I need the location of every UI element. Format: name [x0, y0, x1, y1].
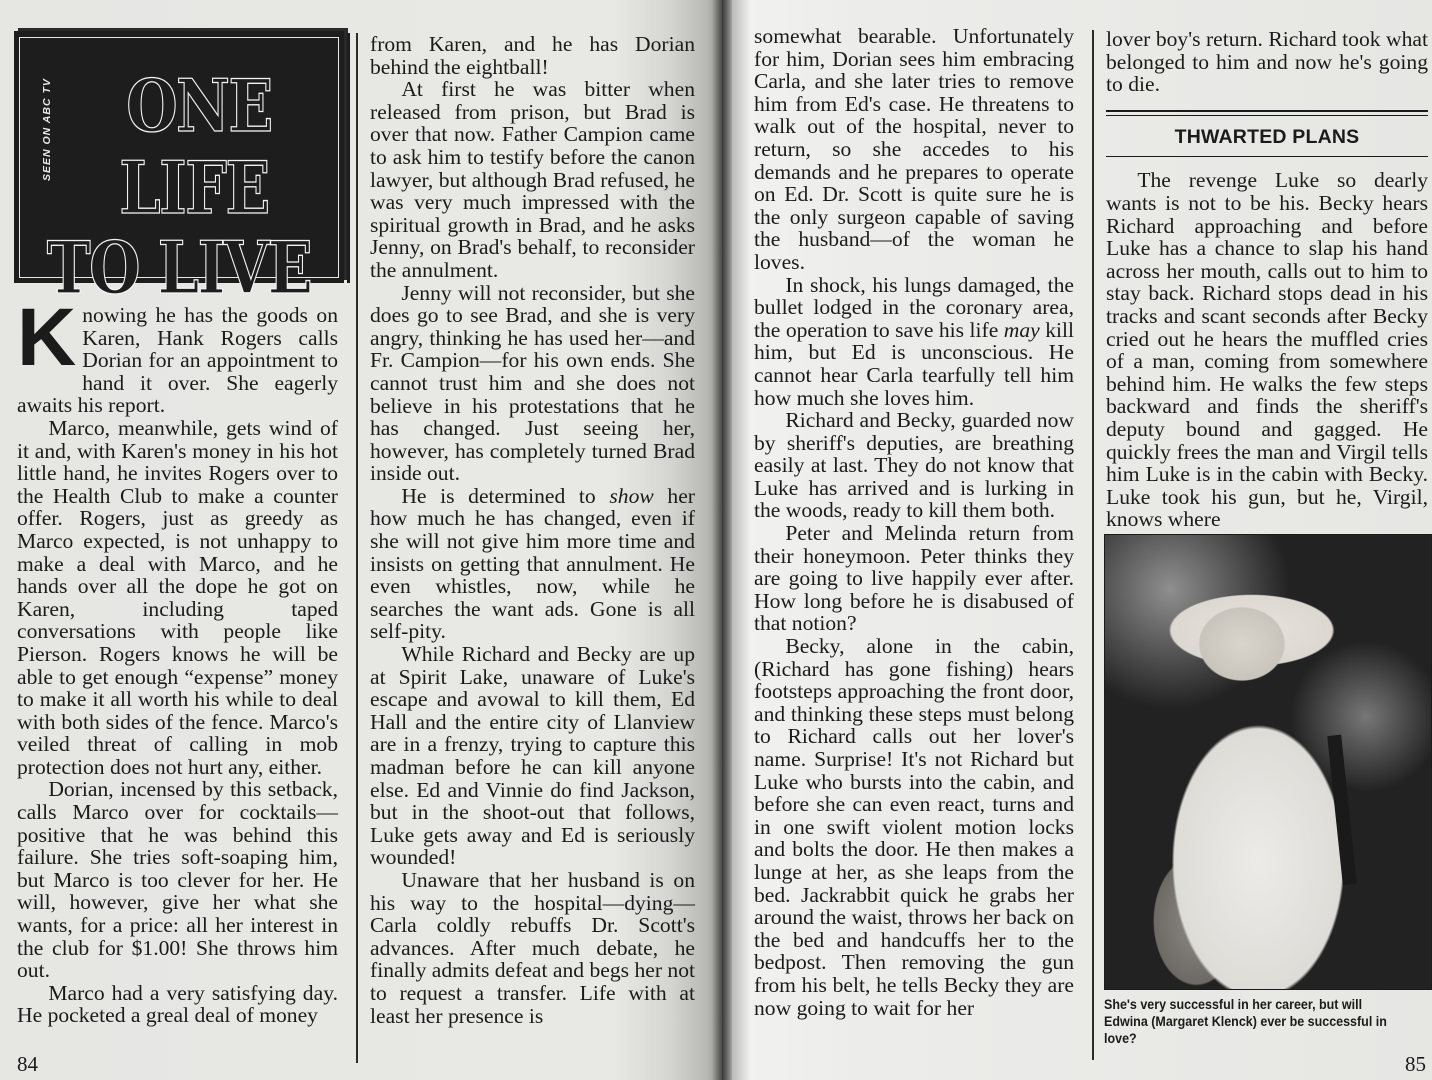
article-column-4 [1106, 28, 1428, 531]
paragraph: from Karen, and he has Dorian behind the eightball! [370, 32, 695, 79]
bag-strap [1327, 735, 1357, 886]
photo-woman-in-sun-hat [1104, 534, 1432, 990]
paragraph: Marco had a very satisfying day. He pocketed a greal deal of money [17, 980, 338, 1028]
seen-on-label: SEEN ON ABC TV [41, 78, 53, 181]
paragraph: Richard and Becky, guarded now by sheriff's deputies, are breathing easily at last. They do not know that Luke has arrived and is lurking in the woods, ready to kill them both. [754, 408, 1074, 523]
logo-title-line-3: TO LIVE [46, 225, 312, 310]
paragraph-text: nowing he has the goods on Karen, Hank Rogers calls Dorian for an appointment to hand it over. She eagerly awaits his report. [17, 303, 338, 418]
paragraph: Marco, meanwhile, gets wind of it and, with Karen's money in his hot little hand, he invites Rogers over to the Health Club to make a counter offer. Rogers, just as greedy as Marco expected, is not unhappy to make a deal with Marco, and he hands over all the dope he got on Karen, including taped conversations with people like Pierson. Rogers knows he will be able to get enough “expense” money to make it all worth his while to deal with both sides of the fence. Marco's veiled threat of calling in mob protection does not hurt any, either. [17, 415, 338, 779]
photo-caption: She's very successful in her career, but will Edwina (Margaret Klenck) ever be successful in love? [1104, 997, 1387, 1046]
paragraph [370, 485, 695, 643]
section-heading: THWARTED PLANS [1106, 116, 1428, 158]
paragraph [754, 274, 1074, 410]
paragraph: The revenge Luke so dearly wants is not to be his. Becky hears Richard approaching and before Luke has a chance to slap his hand across her mouth, calls out to him to stay back. Richard stops dead in his tracks and scant seconds after Becky cried out he hears the muffled cries of a man, coming from somewhere behind him. He walks the few steps backward and finds the sheriff's deputy bound and gagged. He quickly frees the man and Virgil tells him Luke is in the cabin with Becky. Luke took his gun, but he, Virgil, knows where [1106, 168, 1428, 532]
section-head-rules [1106, 110, 1428, 158]
paragraph: lover boy's return. Richard took what belonged to him and now he's going to die. [1106, 27, 1428, 97]
paragraph: somewhat bearable. Unfortunately for him, Dorian sees him embracing Carla, and she later tries to remove him from Ed's case. He threatens to walk out of the hospital, never to return, so she accedes to his demands and he prepares to operate on Ed. Dr. Scott is quite sure he is the only surgeon capable of saving the husband—of the woman he loves. [754, 24, 1074, 274]
paragraph-text: her how much he has changed, even if she will not give him more time and insists on getting that annulment. He even whistles, now, while he searches the want ads. Gone is all self-pity. [370, 483, 695, 644]
book-gutter [712, 0, 732, 1080]
emphasis-text: show [609, 483, 654, 508]
paragraph: Becky, alone in the cabin, (Richard has gone fishing) hears footsteps approaching the front door, and thinking these steps must belong to Richard calls out her lover's name. Surprise! It's not Richard but Luke who bursts into the cabin, and before she can even react, turns and in one swift violent motion locks and bolts the door. He then makes a lunge at her, as she leaps from the bed. Jackrabbit quick he grabs her around the waist, throws her back on the bed and handcuffs her to the bedpost. Then removing the gun from his belt, he tells Becky they are now going to wait for her [754, 634, 1074, 1020]
article-column-1 [17, 292, 338, 1028]
paragraph-text: kill him, but Ed is unconscious. He cannot hear Carla tearfully tell him how much she loves him. [754, 317, 1074, 410]
paragraph: Peter and Melinda return from their honeymoon. Peter thinks they are going to live happily ever after. How long before he is disabused of that notion? [754, 521, 1074, 636]
drop-cap: K [17, 292, 77, 383]
paragraph: Dorian, incensed by this setback, calls Marco over for cocktails—positive that he was behind this failure. She tries soft-soaping him, but Marco is too clever for her. He will, however, give her what she wants, for a price: all her interest in the club for $1.00! She throws him out. [17, 777, 338, 983]
emphasis-text: may [1003, 317, 1040, 342]
paragraph-text: He is determined to [401, 483, 610, 508]
paragraph: Unaware that her husband is on his way to the hospital—dying—Carla coldly rebuffs Dr. Scott's advances. After much debate, he finally admits defeat and begs her not to request a transfer. Life with at least her presence is [370, 867, 696, 1028]
paragraph: At first he was bitter when released from prison, but Brad is over that now. Father Campion came to ask him to testify before the canon lawyer, but although Brad refused, he was very much impressed with the spiritual growth in Brad, and he asks Jenny, on Brad's behalf, to reconsider the annulment. [370, 77, 695, 282]
page-number: 84 [17, 1052, 38, 1076]
page-number: 85 [1405, 1052, 1426, 1076]
article-column-3 [754, 25, 1074, 1019]
logo-side-rule [347, 33, 350, 283]
column-rule [356, 33, 358, 1063]
show-logo [14, 31, 344, 310]
paragraph: While Richard and Becky are up at Spirit Lake, unaware of Luke's escape and avowal to kill them, Ed Hall and the entire city of Llanview are in a frenzy, trying to capture this madman before he can kill anyone else. Ed and Vinnie do find Jackson, but in the shoot-out that follows, Luke gets away and Ed is seriously wounded! [370, 642, 695, 870]
logo-title-line-1: ONE [126, 63, 272, 148]
logo-title-line-2: LIFE [119, 145, 269, 230]
column-rule [1092, 30, 1094, 1060]
article-column-2 [370, 33, 695, 1027]
paragraph: Jenny will not reconsider, but she does go to see Brad, and she is very angry, thinking he has used her—and Fr. Campion—for his own ends. She cannot trust him and she does not believe in his protestations that he has changed. Just seeing her, however, has completely turned Brad inside out. [370, 280, 695, 486]
paragraph [17, 292, 338, 418]
paragraph-text: In shock, his lungs damaged, the bullet lodged in the coronary area, the operation to save his life [754, 272, 1074, 342]
